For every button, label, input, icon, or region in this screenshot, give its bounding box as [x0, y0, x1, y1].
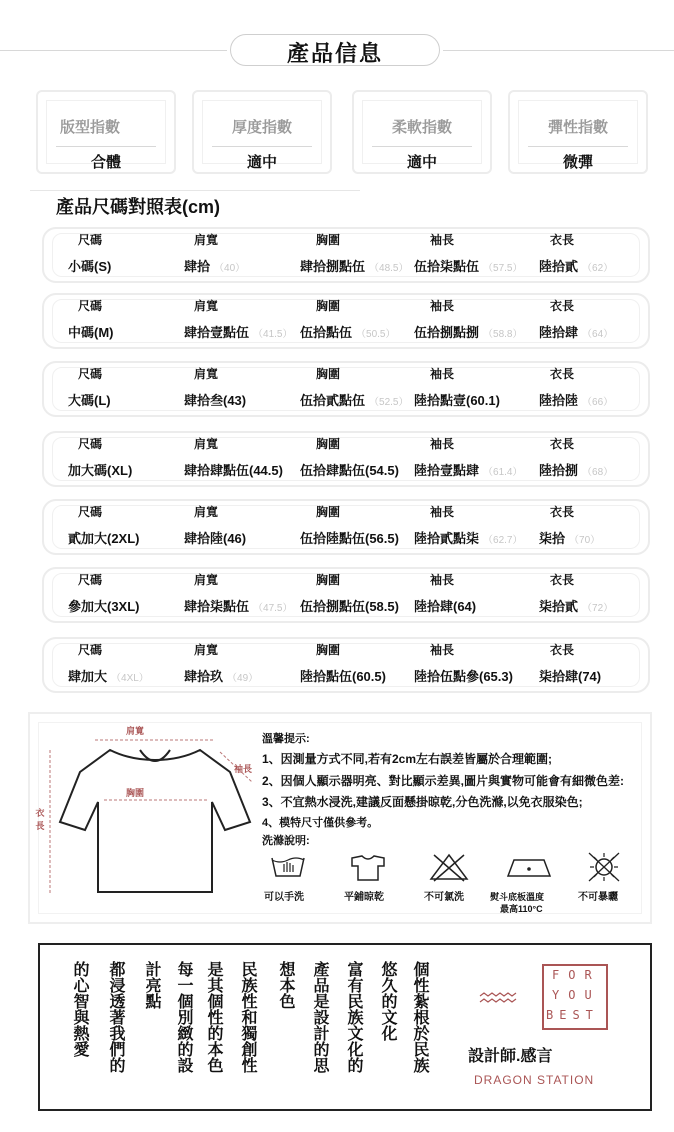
size-value: 陸拾貳點柒	[414, 531, 480, 546]
size-value: 肆拾陸(46)	[184, 531, 247, 546]
designer-text-column: 想本色	[277, 961, 294, 1009]
size-number: （62）	[582, 263, 614, 274]
designer-signature: 設計師.感言	[468, 1048, 553, 1065]
size-value: 參加大(3XL)	[68, 599, 140, 614]
diagram-chest: 胸圍	[126, 788, 145, 798]
designer-text-column: 產品是設計的思	[311, 961, 328, 1073]
size-value: 柒拾	[539, 531, 566, 546]
size-cell	[68, 322, 114, 341]
size-value: 柒拾肆(74)	[539, 669, 602, 684]
size-header: 衣長	[550, 233, 575, 247]
designer-text-column: 個性紮根於民族	[411, 961, 428, 1073]
size-value: 中碼(M)	[68, 325, 114, 340]
size-cell	[300, 460, 399, 479]
size-header: 胸圍	[316, 437, 341, 451]
size-cell	[68, 666, 149, 685]
size-value: 伍拾陸點伍(56.5)	[300, 531, 399, 546]
size-header: 衣長	[550, 643, 575, 657]
size-header: 肩寬	[194, 233, 219, 247]
size-header: 尺碼	[78, 437, 103, 451]
badge-line: BEST	[546, 1008, 599, 1022]
size-number: （58.8）	[483, 329, 523, 340]
size-value: 肆拾捌點伍	[300, 259, 366, 274]
size-cell	[414, 390, 500, 409]
tip-item: 3、不宜熱水浸洗,建議反面懸掛晾乾,分色洗滌,以免衣服染色;	[262, 795, 583, 809]
index-label: 厚度指數	[231, 119, 292, 136]
size-number: （66）	[582, 397, 614, 408]
size-header: 袖長	[430, 505, 455, 519]
size-header: 胸圍	[316, 299, 341, 313]
designer-text-column: 富有民族文化的	[345, 961, 362, 1073]
size-value: 柒拾貳	[539, 599, 579, 614]
size-row	[42, 361, 650, 417]
designer-text-column: 的心智與熱愛	[71, 961, 88, 1057]
size-value: 肆拾	[184, 259, 211, 274]
wash-label: 可以手洗	[264, 892, 304, 903]
wash-label: 不可氯洗	[424, 892, 464, 903]
size-header: 肩寬	[194, 505, 219, 519]
size-cell	[414, 256, 522, 275]
size-cell	[68, 390, 111, 409]
size-number: （49）	[227, 673, 259, 684]
tip-item: 4、模特尺寸僅供參考。	[262, 817, 379, 829]
tip-item: 2、因個人顯示器明亮、對比顯示差異,圖片與實物可能會有細微色差:	[262, 774, 625, 788]
designer-text-column: 民族性和獨創性	[239, 961, 256, 1073]
wash-label: 不可暴曬	[578, 892, 618, 903]
size-number: （4XL）	[111, 673, 149, 684]
size-cell	[184, 596, 292, 615]
index-value: 合體	[56, 146, 156, 170]
size-value: 伍拾柒點伍	[414, 259, 480, 274]
wave-icon	[478, 991, 518, 1007]
size-cell	[68, 256, 111, 275]
designer-text-column: 悠久的文化	[379, 961, 396, 1041]
size-value: 伍拾捌點捌	[414, 325, 480, 340]
wash-label: 平鋪晾乾	[344, 892, 384, 903]
size-value: 陸拾陸	[539, 393, 579, 408]
index-label: 彈性指數	[547, 119, 608, 136]
size-header: 肩寬	[194, 643, 219, 657]
size-header: 尺碼	[78, 573, 103, 587]
size-row	[42, 637, 650, 693]
size-value: 陸拾點壹(60.1)	[414, 393, 500, 408]
index-value: 適中	[212, 146, 312, 170]
size-header: 衣長	[550, 299, 575, 313]
size-cell	[414, 666, 513, 685]
size-value: 陸拾肆(64)	[414, 599, 477, 614]
size-cell	[539, 528, 600, 547]
size-header: 尺碼	[78, 233, 103, 247]
index-value: 微彈	[528, 146, 628, 170]
size-cell	[184, 528, 246, 547]
size-value: 肆拾肆點伍(44.5)	[184, 463, 283, 478]
size-cell	[539, 460, 613, 479]
size-cell	[539, 596, 613, 615]
size-number: （57.5）	[483, 263, 523, 274]
size-number: （64）	[582, 329, 614, 340]
size-header: 尺碼	[78, 505, 103, 519]
badge-line: YOU	[552, 988, 601, 1002]
hand-wash-icon	[268, 852, 308, 880]
size-header: 袖長	[430, 233, 455, 247]
size-cell	[539, 666, 601, 685]
size-value: 陸拾點伍(60.5)	[300, 669, 386, 684]
size-value: 陸拾伍點參(65.3)	[414, 669, 513, 684]
size-header: 胸圍	[316, 643, 341, 657]
size-value: 肆加大	[68, 669, 108, 684]
size-header: 尺碼	[78, 643, 103, 657]
size-value: 陸拾肆	[539, 325, 579, 340]
size-value: 肆拾玖	[184, 669, 224, 684]
designer-text-column: 計亮點	[143, 961, 160, 1009]
size-number: （62.7）	[483, 535, 523, 546]
size-cell	[414, 322, 522, 341]
size-number: （72）	[582, 603, 614, 614]
size-cell	[184, 460, 283, 479]
size-cell	[300, 256, 408, 275]
brand-name: DRAGON STATION	[474, 1073, 595, 1087]
index-elasticity	[508, 90, 648, 174]
care-section	[28, 712, 652, 924]
size-cell	[414, 528, 522, 547]
size-cell	[184, 666, 258, 685]
size-row	[42, 431, 650, 487]
size-number: （48.5）	[369, 263, 409, 274]
designer-text-column: 是其個性的本色	[205, 961, 222, 1073]
size-header: 肩寬	[194, 573, 219, 587]
size-header: 袖長	[430, 643, 455, 657]
size-value: 伍拾肆點伍(54.5)	[300, 463, 399, 478]
wash-label: 熨斗底板溫度	[490, 892, 545, 902]
size-header: 胸圍	[316, 367, 341, 381]
section-divider	[30, 190, 360, 191]
size-row	[42, 227, 650, 283]
size-cell	[300, 322, 395, 341]
size-header: 衣長	[550, 573, 575, 587]
size-cell	[68, 528, 140, 547]
size-header: 胸圍	[316, 573, 341, 587]
size-number: （50.5）	[356, 329, 396, 340]
size-header: 肩寬	[194, 437, 219, 451]
index-label: 版型指數	[60, 119, 121, 136]
size-value: 肆拾柒點伍	[184, 599, 250, 614]
badge-line: FOR	[552, 968, 601, 982]
size-value: 陸拾壹點肆	[414, 463, 480, 478]
size-value: 陸拾捌	[539, 463, 579, 478]
size-number: （70）	[569, 535, 601, 546]
diagram-shoulder: 肩寬	[126, 726, 145, 736]
size-header: 尺碼	[78, 367, 103, 381]
size-header: 尺碼	[78, 299, 103, 313]
size-cell	[68, 460, 132, 479]
title-banner	[230, 34, 440, 66]
size-header: 衣長	[550, 437, 575, 451]
size-value: 肆拾壹點伍	[184, 325, 250, 340]
index-fit	[36, 90, 176, 174]
size-row	[42, 499, 650, 555]
designer-text-column: 都浸透著我們的	[107, 961, 124, 1073]
size-cell	[300, 596, 399, 615]
designer-text-column: 每一個別緻的設	[175, 961, 192, 1073]
size-header: 袖長	[430, 367, 455, 381]
size-cell	[539, 390, 613, 409]
size-cell	[184, 322, 292, 341]
size-value: 伍拾點伍	[300, 325, 353, 340]
index-thickness	[192, 90, 332, 174]
no-bleach-icon	[428, 852, 470, 882]
size-header: 袖長	[430, 573, 455, 587]
size-cell	[300, 528, 399, 547]
no-sun-icon	[584, 850, 624, 884]
index-softness	[352, 90, 492, 174]
size-cell	[300, 390, 408, 409]
flat-dry-icon	[348, 852, 388, 882]
for-you-best-badge	[542, 964, 608, 1030]
size-number: （47.5）	[253, 603, 293, 614]
size-header: 衣長	[550, 505, 575, 519]
size-value: 伍拾貳點伍	[300, 393, 366, 408]
size-header: 衣長	[550, 367, 575, 381]
size-value: 小碼(S)	[68, 259, 112, 274]
index-label: 柔軟指數	[391, 119, 452, 136]
iron-icon	[504, 854, 554, 880]
size-value: 大碼(L)	[68, 393, 111, 408]
size-header: 胸圍	[316, 505, 341, 519]
size-table-title: 產品尺碼對照表(cm)	[56, 197, 221, 217]
size-cell	[539, 256, 613, 275]
wash-title: 洗滌說明:	[262, 835, 310, 847]
size-cell	[539, 322, 613, 341]
size-row	[42, 293, 650, 349]
size-header: 袖長	[430, 299, 455, 313]
page-title: 產品信息	[286, 41, 383, 66]
size-value: 肆拾叁(43)	[184, 393, 247, 408]
size-header: 肩寬	[194, 367, 219, 381]
size-value: 加大碼(XL)	[68, 463, 133, 478]
size-value: 伍拾捌點伍(58.5)	[300, 599, 399, 614]
size-number: （52.5）	[369, 397, 409, 408]
index-value: 適中	[372, 146, 472, 170]
diagram-sleeve: 袖長	[234, 764, 253, 774]
tip-item: 1、因測量方式不同,若有2cm左右誤差皆屬於合理範圍;	[262, 752, 553, 766]
size-number: （61.4）	[483, 467, 523, 478]
diagram-length: 衣長	[35, 808, 45, 831]
size-header: 肩寬	[194, 299, 219, 313]
size-cell	[300, 666, 386, 685]
size-cell	[414, 460, 522, 479]
size-number: （40）	[214, 263, 246, 274]
size-row	[42, 567, 650, 623]
size-value: 貳加大(2XL)	[68, 531, 140, 546]
size-cell	[184, 256, 245, 275]
size-number: （68）	[582, 467, 614, 478]
size-cell	[184, 390, 246, 409]
size-cell	[68, 596, 140, 615]
tshirt-diagram	[40, 722, 264, 912]
size-number: （41.5）	[253, 329, 293, 340]
size-cell	[414, 596, 476, 615]
size-header: 袖長	[430, 437, 455, 451]
tips-title: 溫馨提示:	[262, 733, 310, 745]
size-header: 胸圍	[316, 233, 341, 247]
wash-label-2: 最高110°C	[500, 904, 543, 914]
size-value: 陸拾貳	[539, 259, 579, 274]
